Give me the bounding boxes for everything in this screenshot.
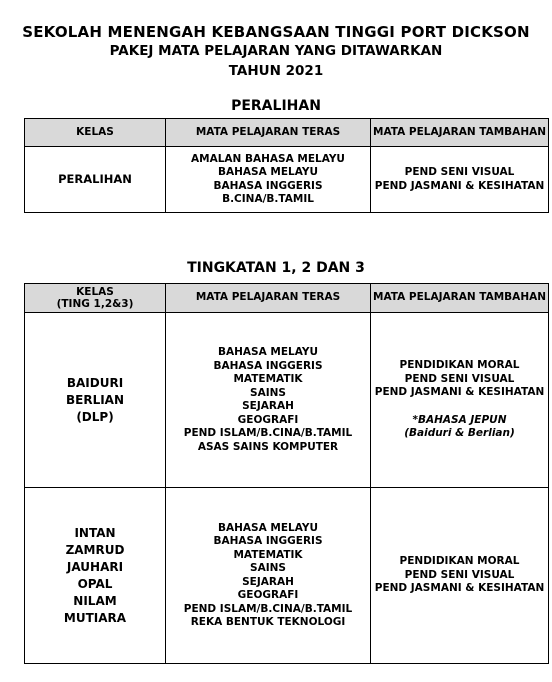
header-kelas xyxy=(25,284,166,313)
subject-item: PEND SENI VISUAL xyxy=(404,166,515,178)
table-row xyxy=(25,313,549,488)
table-header-row xyxy=(25,284,549,313)
subject-item: AMALAN BAHASA MELAYU xyxy=(191,152,345,165)
subject-item: BAHASA MELAYU xyxy=(218,346,318,358)
kelas-cell: PERALIHAN xyxy=(25,147,166,213)
class-name: MUTIARA xyxy=(63,610,127,625)
subject-item: REKA BENTUK TEKNOLOGI xyxy=(190,616,346,628)
class-name: NILAM xyxy=(73,593,117,608)
subject-item: PEND ISLAM/B.CINA/B.TAMIL xyxy=(183,427,353,439)
teras-cell xyxy=(166,313,371,488)
subject-item: GEOGRAFI xyxy=(237,413,299,426)
header-kelas-line2: (TING 1,2&3) xyxy=(56,298,134,310)
tambahan-cell xyxy=(371,147,549,213)
document-subtitle: PAKEJ MATA PELAJARAN YANG DITAWARKAN xyxy=(109,43,443,59)
subject-item: MATEMATIK xyxy=(233,548,303,561)
class-name: ZAMRUD xyxy=(65,542,125,557)
subject-item: BAHASA MELAYU xyxy=(218,521,318,534)
table-header-row xyxy=(25,119,549,147)
kelas-cell xyxy=(25,488,166,664)
subject-item: BAHASA INGGERIS xyxy=(213,179,323,192)
section-title-peralihan: PERALIHAN xyxy=(231,98,321,114)
elective-note: *BAHASA JEPUN xyxy=(412,413,507,426)
header-tambahan: MATA PELAJARAN TAMBAHAN xyxy=(371,119,549,147)
subject-item: PEND JASMANI & KESIHATAN xyxy=(374,386,545,399)
subject-item: B.CINA/B.TAMIL xyxy=(222,193,314,205)
tambahan-cell xyxy=(371,488,549,664)
subject-item: BAHASA INGGERIS xyxy=(213,535,323,547)
subject-item: PEND JASMANI & KESIHATAN xyxy=(374,582,545,595)
header-teras: MATA PELAJARAN TERAS xyxy=(166,284,371,313)
tambahan-cell xyxy=(371,313,549,488)
subject-item: ASAS SAINS KOMPUTER xyxy=(197,440,339,453)
tingkatan-table xyxy=(24,283,549,664)
class-name: BERLIAN xyxy=(65,392,125,407)
subject-item: SAINS xyxy=(250,562,286,574)
document-year: TAHUN 2021 xyxy=(228,63,324,79)
class-name: JAUHARI xyxy=(66,559,124,574)
subject-item: PEND ISLAM/B.CINA/B.TAMIL xyxy=(183,602,353,615)
subject-item: BAHASA MELAYU xyxy=(218,166,318,178)
header-kelas: KELAS xyxy=(25,119,166,147)
class-name: OPAL xyxy=(77,576,113,591)
subject-item: SEJARAH xyxy=(242,575,294,588)
peralihan-table xyxy=(24,118,549,213)
subject-item: BAHASA INGGERIS xyxy=(213,359,323,372)
school-name: SEKOLAH MENENGAH KEBANGSAAN TINGGI PORT DICKSON xyxy=(22,23,530,41)
subject-item: PEND SENI VISUAL xyxy=(404,568,515,581)
teras-cell xyxy=(166,147,371,213)
subject-item: PEND SENI VISUAL xyxy=(404,372,515,385)
section-title-tingkatan: TINGKATAN 1, 2 DAN 3 xyxy=(187,260,365,276)
class-name: INTAN xyxy=(74,525,116,540)
subject-item: PENDIDIKAN MORAL xyxy=(399,359,520,372)
elective-note-classes: (Baiduri & Berlian) xyxy=(404,427,515,440)
subject-item: PEND JASMANI & KESIHATAN xyxy=(374,179,545,192)
kelas-cell xyxy=(25,313,166,488)
table-row xyxy=(25,147,549,213)
subject-item: GEOGRAFI xyxy=(237,589,299,601)
subject-item: SEJARAH xyxy=(242,400,294,412)
table-row xyxy=(25,488,549,664)
class-name: BAIDURI xyxy=(66,375,124,390)
spacer xyxy=(373,400,546,414)
subject-item: PENDIDIKAN MORAL xyxy=(399,555,520,568)
header-kelas-line1: KELAS xyxy=(76,286,114,298)
subject-item: SAINS xyxy=(250,386,286,399)
teras-cell xyxy=(166,488,371,664)
header-teras: MATA PELAJARAN TERAS xyxy=(166,119,371,147)
subject-item: MATEMATIK xyxy=(233,373,303,385)
header-tambahan: MATA PELAJARAN TAMBAHAN xyxy=(371,284,549,313)
class-name: (DLP) xyxy=(76,409,114,424)
